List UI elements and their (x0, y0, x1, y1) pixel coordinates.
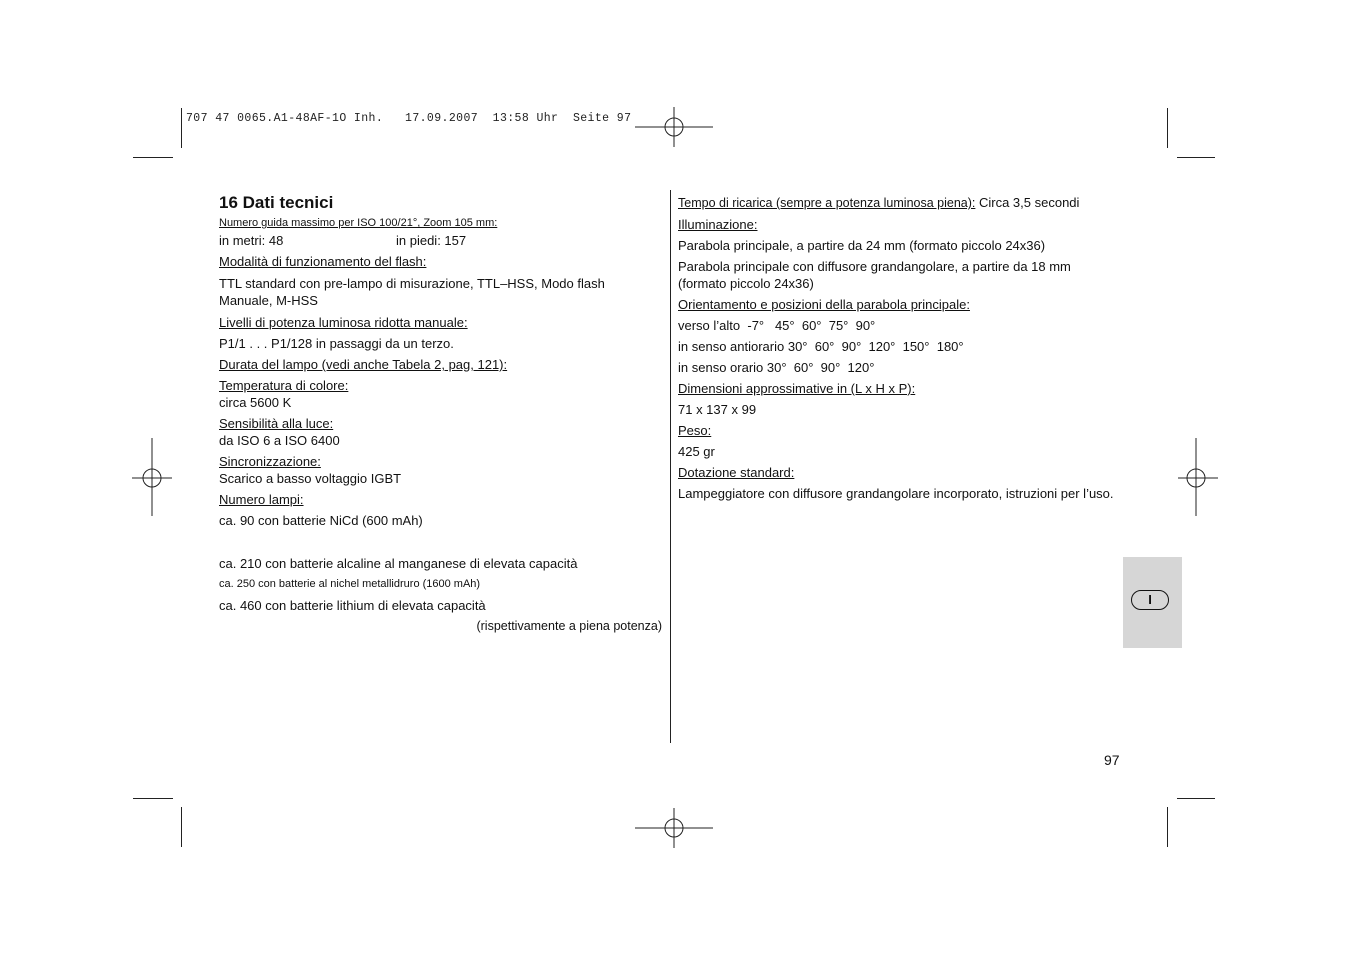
crop-mark (1177, 798, 1215, 799)
registration-mark-icon (635, 806, 715, 850)
modes-value: TTL standard con pre-lampo di misurazione, TTL–HSS, Modo flash Manuale, M-HSS (219, 276, 605, 308)
flashes-lithium: ca. 460 con batterie lithium di elevata capacità (219, 598, 486, 613)
flashes-alkaline: ca. 210 con batterie alcaline al manganese di elevata capacità (219, 556, 578, 571)
section-title: 16 Dati tecnici (219, 193, 334, 212)
page-number: 97 (1104, 752, 1120, 768)
language-tab (1123, 557, 1182, 648)
sync-label: Sincronizzazione: (219, 454, 321, 469)
flashes-nimh: ca. 250 con batterie al nichel metallidruro (1600 mAh) (219, 578, 481, 590)
levels-label: Livelli di potenza luminosa ridotta manuale: (219, 315, 468, 330)
illumination-label: Illuminazione: (678, 217, 758, 232)
guide-number-feet: in piedi: 157 (396, 233, 467, 248)
recharge-label: Tempo di ricarica (sempre a potenza luminosa piena): (678, 196, 976, 210)
recharge-value: Circa 3,5 secondi (975, 195, 1080, 210)
dimensions-value: 71 x 137 x 99 (678, 402, 757, 417)
registration-mark-icon (132, 438, 174, 518)
orientation-up: verso l’alto -7° 45° 60° 75° 90° (678, 318, 876, 333)
guide-number-label: Numero guida massimo per ISO 100/21°, Zoom 105 mm: (219, 217, 498, 229)
crop-mark (1167, 108, 1168, 148)
color-temp-label: Temperatura di colore: (219, 378, 349, 393)
weight-label: Peso: (678, 423, 712, 438)
orientation-label: Orientamento e posizioni della parabola principale: (678, 297, 970, 312)
flashes-note: (rispettivamente a piena potenza) (476, 619, 662, 633)
language-badge: I (1131, 590, 1169, 610)
registration-mark-icon (635, 105, 715, 149)
crop-mark (1167, 807, 1168, 847)
print-header: 707 47 0065.A1-48AF-1O Inh. 17.09.2007 13:58 Uhr Seite 97 (186, 112, 632, 125)
weight-value: 425 gr (678, 444, 715, 459)
right-column (678, 194, 1118, 502)
orientation-ccw: in senso antiorario 30° 60° 90° 120° 150° 180° (678, 339, 964, 354)
guide-number-meters: in metri: 48 (219, 233, 284, 248)
duration-label: Durata del lampo (vedi anche Tabela 2, pag, 121): (219, 357, 508, 372)
crop-mark (133, 157, 173, 158)
guide-number-row (219, 232, 664, 249)
sync-value: Scarico a basso voltaggio IGBT (219, 471, 402, 486)
levels-value: P1/1 . . . P1/128 in passaggi da un terzo. (219, 336, 454, 351)
illumination-wide: Parabola principale con diffusore grandangolare, a partire da 18 mm (formato piccolo 24x36) (678, 259, 1071, 291)
modes-label: Modalità di funzionamento del flash: (219, 254, 427, 269)
sensitivity-value: da ISO 6 a ISO 6400 (219, 433, 340, 448)
recharge-row (678, 194, 1118, 212)
registration-mark-icon (1176, 438, 1218, 518)
dimensions-label: Dimensioni approssimative in (L x H x P): (678, 381, 916, 396)
crop-mark (181, 807, 182, 847)
flashes-label: Numero lampi: (219, 492, 304, 507)
equipment-label: Dotazione standard: (678, 465, 795, 480)
crop-mark (1177, 157, 1215, 158)
orientation-cw: in senso orario 30° 60° 90° 120° (678, 360, 875, 375)
flashes-nicd: ca. 90 con batterie NiCd (600 mAh) (219, 513, 423, 528)
sensitivity-label: Sensibilità alla luce: (219, 416, 334, 431)
crop-mark (133, 798, 173, 799)
crop-mark (181, 108, 182, 148)
equipment-value: Lampeggiatore con diffusore grandangolare incorporato, istruzioni per l’uso. (678, 486, 1114, 501)
column-divider (670, 190, 671, 743)
illumination-main: Parabola principale, a partire da 24 mm (formato piccolo 24x36) (678, 238, 1046, 253)
left-column (219, 194, 664, 635)
color-temp-value: circa 5600 K (219, 395, 292, 410)
